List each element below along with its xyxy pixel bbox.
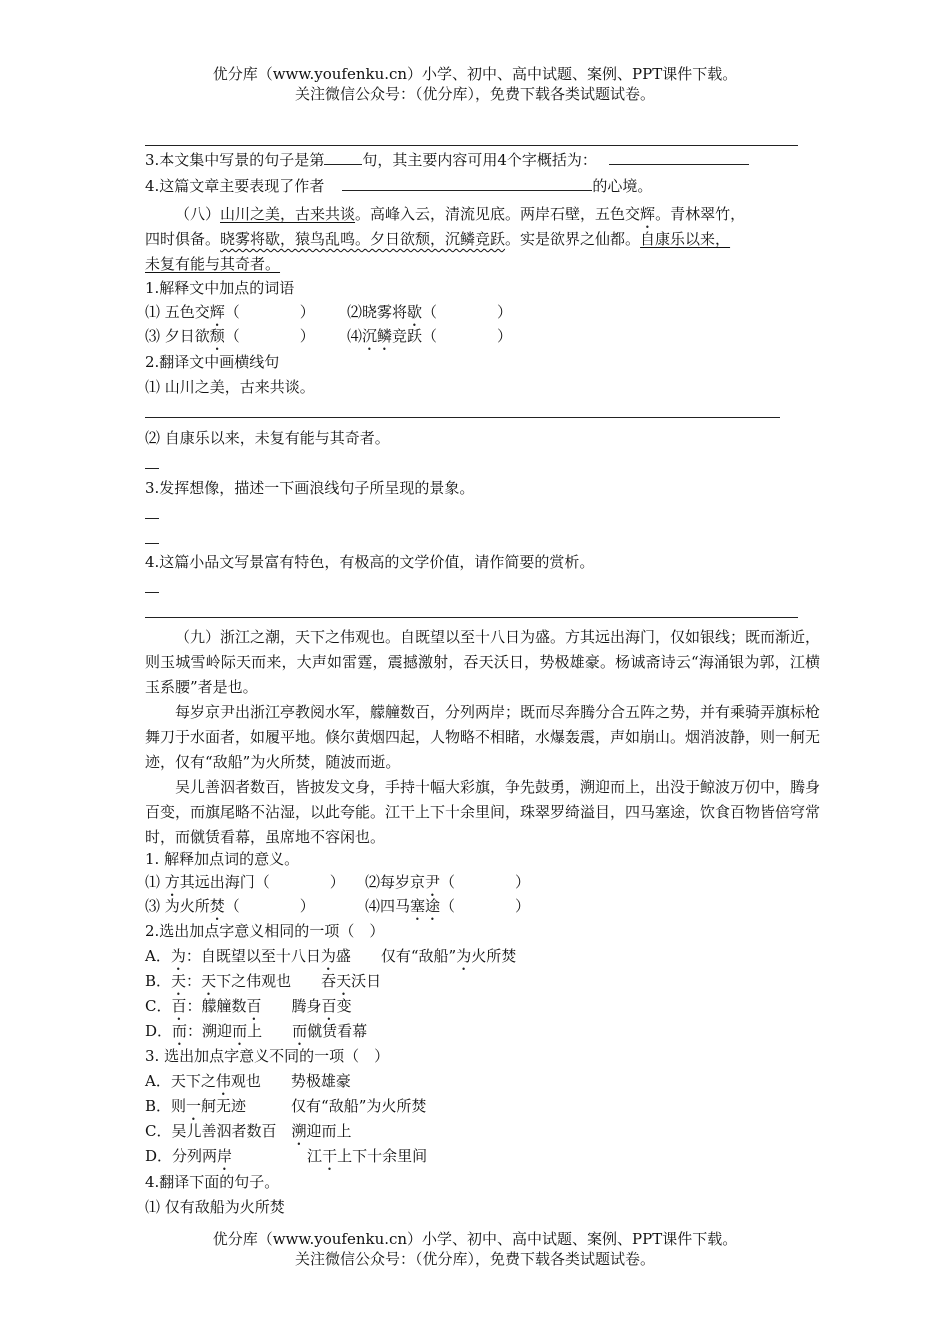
option-text: ：自既望以至十八日 bbox=[185, 947, 321, 965]
question-item: ⑵ 自康乐以来，未复有能与其奇者。 bbox=[145, 429, 390, 447]
option-text: 江 bbox=[232, 1147, 323, 1165]
answer-blank[interactable]: （ ） bbox=[440, 897, 531, 915]
page-header-line-1: 优分库（www.youfenku.cn）小学、初中、高中试题、案例、PPT课件下载。 bbox=[212, 65, 738, 83]
answer-line[interactable] bbox=[145, 468, 159, 469]
dotted-word: 方 bbox=[164, 873, 180, 891]
option-text: 火所焚 bbox=[471, 947, 517, 965]
item-text: ⑷四马 bbox=[365, 897, 411, 915]
answer-blank[interactable]: （ ） bbox=[224, 303, 315, 321]
passage-8-line-3 bbox=[145, 252, 280, 277]
question-heading: 2.翻译文中画横线句 bbox=[145, 353, 280, 371]
passage-text: 四时俱备。 bbox=[145, 230, 221, 248]
dotted-word: 而 bbox=[292, 1022, 308, 1040]
answer-line[interactable] bbox=[145, 417, 780, 418]
question-text: 的心境。 bbox=[592, 177, 653, 195]
question-heading: 2.选出加点字意义相同的一项（ ） bbox=[145, 922, 385, 940]
option-text: 下之伟观也 吞 bbox=[216, 972, 337, 990]
question-4 bbox=[145, 176, 652, 196]
dotted-word: 岸 bbox=[217, 1147, 233, 1165]
passage-9-paragraph-2: 每岁京尹出浙江亭教阅水军，艨艟数百，分列两岸；既而尽奔腾分合五阵之势，并有乘骑弄旗标枪舞刀于水面者，如履平地。倏尔黄烟四起，人物略不相睹，水爆轰震，声如崩山。烟消波静，则一舸无迹，仅有“敌船”为火所焚，随波而逝。 bbox=[145, 703, 820, 771]
passage-text: 。实是欲界之仙都。 bbox=[505, 230, 641, 248]
option-d[interactable] bbox=[145, 1146, 427, 1174]
question-text: 4.这篇文章主要表现了作者 bbox=[145, 177, 325, 195]
option-c[interactable] bbox=[145, 1121, 352, 1149]
dotted-word: 辉 bbox=[209, 303, 225, 321]
answer-line bbox=[145, 145, 798, 146]
section-number: （八） bbox=[175, 205, 221, 223]
dotted-word: 辉 bbox=[640, 205, 656, 223]
question-heading: 3. 选出加点字意义不同的一项（ ） bbox=[145, 1047, 390, 1065]
question-item bbox=[145, 896, 315, 924]
option-b[interactable] bbox=[145, 1096, 426, 1124]
option-text: 上下十余里间 bbox=[337, 1147, 428, 1165]
option-text: 舸无迹 仅有“敌船”为火所焚 bbox=[201, 1097, 427, 1115]
dotted-word: 一 bbox=[186, 1097, 202, 1115]
question-item bbox=[145, 326, 315, 354]
option-text: C． bbox=[145, 997, 172, 1015]
question-heading: 3.发挥想像，描述一下画浪线句子所呈现的景象。 bbox=[145, 479, 475, 497]
answer-blank[interactable] bbox=[342, 176, 592, 191]
answer-blank[interactable]: （ ） bbox=[440, 873, 531, 891]
passage-8-line-2 bbox=[145, 227, 730, 252]
option-text: 迎而上 bbox=[306, 1122, 352, 1140]
passage-9-paragraph-1: （九）浙江之潮，天下之伟观也。自既望以至十八日为盛。方其远出海门，仅如银线；既而渐近，则玉城雪岭际天而来，大声如雷霆，震撼激射，吞天沃日，势极雄豪。杨诚斋诗云“海涌银为郭，江横玉系腰”者是也。 bbox=[145, 628, 820, 696]
question-heading: 4.这篇小品文写景富有特色，有极高的文学价值，请作简要的赏析。 bbox=[145, 553, 595, 571]
dotted-word: 天 bbox=[201, 972, 217, 990]
dotted-word: 沉鳞 bbox=[362, 327, 393, 345]
dotted-word: 尹 bbox=[425, 873, 441, 891]
option-text: C．吴儿善泅者数百 bbox=[145, 1122, 292, 1140]
answer-blank[interactable]: （ ） bbox=[422, 303, 513, 321]
option-text: D． bbox=[145, 1022, 173, 1040]
item-text: ⑴ bbox=[145, 873, 165, 891]
question-heading: 1. 解释加点词的意义。 bbox=[145, 850, 300, 868]
option-text: 僦赁看幕 bbox=[307, 1022, 368, 1040]
underlined-sentence: 山川之美，古来共谈 bbox=[220, 205, 356, 223]
option-text: ：艨艟数 bbox=[186, 997, 247, 1015]
answer-line[interactable] bbox=[145, 592, 159, 593]
dotted-word: 干 bbox=[322, 1147, 338, 1165]
answer-blank[interactable]: 竞跃（ ） bbox=[392, 327, 513, 345]
underlined-sentence: 自康乐以来， bbox=[640, 230, 731, 248]
question-heading: 1.解释文中加点的词语 bbox=[145, 279, 295, 297]
option-text: B．则 bbox=[145, 1097, 187, 1115]
dotted-word: 焚 bbox=[209, 897, 225, 915]
dotted-word: 天 bbox=[336, 972, 352, 990]
option-text: 腾身 bbox=[261, 997, 322, 1015]
answer-blank[interactable]: （ ） bbox=[224, 327, 315, 345]
question-item: ⑴ 仅有敌船为火所焚 bbox=[145, 1198, 285, 1216]
option-text: A．天下之 bbox=[145, 1072, 216, 1090]
dotted-word: 为 bbox=[456, 947, 472, 965]
page-header-line-2: 关注微信公众号：（优分库），免费下载各类试题试卷。 bbox=[294, 85, 655, 103]
dotted-word: 而 bbox=[172, 1022, 188, 1040]
item-text: ⑶ 夕日欲 bbox=[145, 327, 210, 345]
dotted-word: 伟 bbox=[215, 1072, 231, 1090]
option-d[interactable] bbox=[145, 1021, 367, 1049]
option-a[interactable] bbox=[145, 1071, 351, 1099]
answer-blank[interactable] bbox=[609, 150, 749, 165]
option-a[interactable] bbox=[145, 946, 516, 974]
dotted-word: 歇 bbox=[407, 303, 423, 321]
answer-blank[interactable]: 其远出海门（ ） bbox=[179, 873, 345, 891]
dotted-word: 天 bbox=[171, 972, 187, 990]
option-text: 盛 仅有“敌船” bbox=[335, 947, 457, 965]
option-b[interactable] bbox=[145, 971, 381, 999]
page-footer-line-2: 关注微信公众号：（优分库），免费下载各类试题试卷。 bbox=[294, 1250, 655, 1268]
dotted-word: 溯 bbox=[291, 1122, 307, 1140]
option-text: B． bbox=[145, 972, 172, 990]
answer-blank[interactable] bbox=[324, 150, 362, 165]
item-text: ⑴ 五色交 bbox=[145, 303, 210, 321]
option-text: A． bbox=[145, 947, 171, 965]
item-text: ⑵晓雾将 bbox=[347, 303, 408, 321]
question-item bbox=[347, 326, 512, 354]
answer-line[interactable] bbox=[145, 518, 159, 519]
option-text: D．分列两 bbox=[145, 1147, 218, 1165]
question-text: 句，其主要内容可用4个字概括为： bbox=[362, 151, 597, 169]
dotted-word: 百 bbox=[246, 997, 262, 1015]
option-text: ： bbox=[186, 972, 202, 990]
passage-9-paragraph-3: 吴儿善泅者数百，皆披发文身，手持十幅大彩旗，争先鼓勇，溯迎而上，出没于鲸波万仞中，腾身百变，而旗尾略不沾湿，以此夸能。江干上下十余里间，珠翠罗绮溢目，四马塞途，饮食百物皆倍穹常时，而僦赁看幕，虽席地不容闲也。 bbox=[145, 778, 820, 846]
passage-text: 。青林翠竹， bbox=[655, 205, 746, 223]
dotted-word: 为 bbox=[170, 947, 186, 965]
option-text: 上 bbox=[247, 1022, 293, 1040]
item-text: ⑵每岁京 bbox=[365, 873, 426, 891]
wavy-underlined-sentence: 晓雾将歇，猿鸟乱鸣。夕日欲颓，沉鳞竞跃 bbox=[220, 230, 506, 248]
option-text: 沃日 bbox=[351, 972, 382, 990]
answer-blank[interactable]: （ ） bbox=[224, 897, 315, 915]
answer-line[interactable] bbox=[145, 543, 159, 544]
passage-text: 。高峰入云，清流见底。两岸石壁，五色交 bbox=[355, 205, 641, 223]
dotted-word: 百 bbox=[321, 997, 337, 1015]
option-text: 观也 势极雄豪 bbox=[230, 1072, 351, 1090]
dotted-word: 塞途 bbox=[410, 897, 441, 915]
answer-line[interactable] bbox=[145, 617, 798, 618]
option-text: 变 bbox=[336, 997, 352, 1015]
question-3 bbox=[145, 150, 749, 170]
question-item bbox=[365, 896, 530, 924]
item-text: ⑶ 为火所 bbox=[145, 897, 210, 915]
dotted-word: 而 bbox=[232, 1022, 248, 1040]
page-footer-line-1: 优分库（www.youfenku.cn）小学、初中、高中试题、案例、PPT课件下载。 bbox=[212, 1230, 738, 1248]
dotted-word: 百 bbox=[171, 997, 187, 1015]
dotted-word: 为 bbox=[320, 947, 336, 965]
underlined-sentence: 未复有能与其奇者。 bbox=[145, 255, 281, 273]
dotted-word: 颓 bbox=[209, 327, 225, 345]
option-text: ：溯迎 bbox=[187, 1022, 233, 1040]
item-text: ⑷ bbox=[347, 327, 363, 345]
question-item: ⑴ 山川之美，古来共谈。 bbox=[145, 378, 315, 396]
option-c[interactable] bbox=[145, 996, 352, 1024]
question-text: 3.本文集中写景的句子是第 bbox=[145, 151, 325, 169]
question-heading: 4.翻译下面的句子。 bbox=[145, 1173, 280, 1191]
